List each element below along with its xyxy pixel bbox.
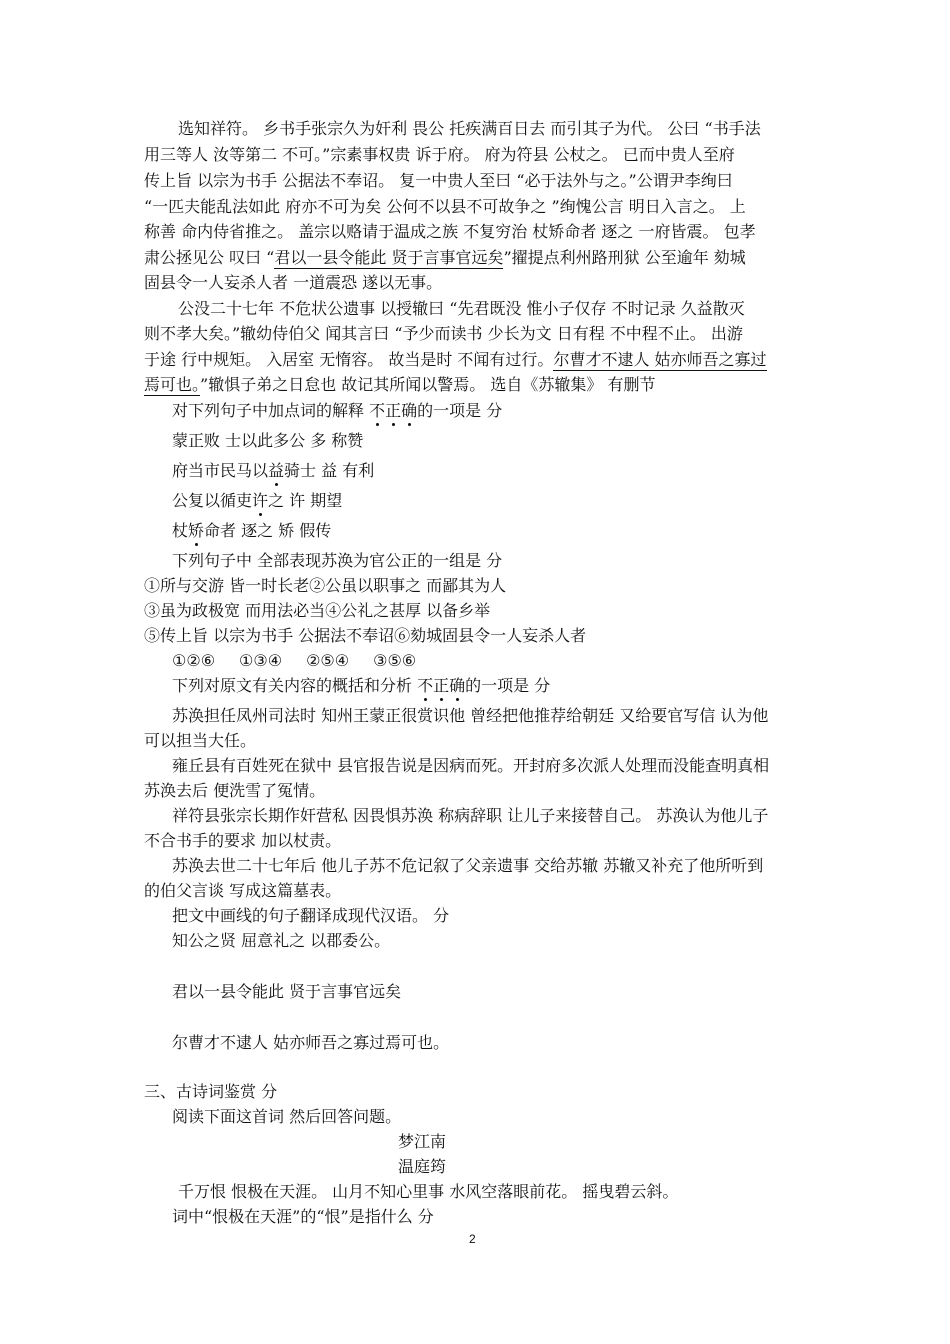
- text-line-underlined: [144, 248, 746, 268]
- translation-item: 君以一县令能此 贤于言事官远矣: [172, 982, 402, 1001]
- question-stem: 下列句子中 全部表现苏涣为官公正的一组是 分: [172, 551, 503, 570]
- text-line: “一匹夫能乱法如此 府亦不可为矣 公何不以县不可故争之 ”绚愧公言 明日入言之。 上: [144, 197, 746, 216]
- text-fragment: 多 称赞: [310, 431, 364, 450]
- choice: ②⑤④: [306, 651, 350, 670]
- underlined-sentence: 君以一县令能此 贤于言事官远矣: [274, 248, 504, 267]
- question-stem: 词中“恨极在天涯”的“恨”是指什么 分: [172, 1207, 434, 1226]
- dotted-char: 益: [268, 461, 285, 480]
- dotted-char: 不: [369, 401, 386, 420]
- text-fragment: 府当市民马以: [172, 461, 269, 480]
- option-line: 苏涣担任凤州司法时 知州王蒙正很赏识他 曾经把他推荐给朝廷 又给要官写信 认为他: [172, 706, 769, 725]
- text-line: 固县令一人妄杀人者 一道震恐 遂以无事。: [144, 273, 443, 292]
- list-item: ③虽为政极宽 而用法必当④公礼之甚厚 以备乡举: [144, 601, 491, 620]
- option-line: 可以担当大任。: [144, 731, 257, 750]
- text-fragment: 之 许 期望: [268, 491, 343, 510]
- option-line: 苏涣去世二十七年后 他儿子苏不危记叙了父亲遗事 交给苏辙 苏辙又补充了他所听到: [172, 856, 764, 875]
- text-line-underlined: [144, 350, 767, 370]
- translation-item: 知公之贤 屈意礼之 以郡委公。: [172, 931, 391, 950]
- list-item: ⑤传上旨 以宗为书手 公据法不奉诏⑥劾城固县令一人妄杀人者: [144, 626, 587, 645]
- page-number: 2: [469, 1232, 476, 1246]
- text-fragment: ”辙惧子弟之日怠也 故记其所闻以警焉。 选自《苏辙集》 有删节: [200, 375, 656, 394]
- text-fragment: 下列对原文有关内容的概括和分析: [172, 676, 418, 695]
- dotted-char: 许: [252, 491, 269, 510]
- dotted-char: 确: [449, 676, 466, 695]
- underlined-sentence: 尔曹才不逮人 姑亦师吾之寡过: [553, 350, 767, 369]
- text-fragment: 命者 逐之 矫 假传: [204, 521, 332, 540]
- dotted-char: 正: [433, 676, 450, 695]
- text-line-underlined: [144, 375, 655, 395]
- dotted-char: 正: [385, 401, 402, 420]
- text-fragment: 蒙正败 士以此多公: [172, 431, 311, 450]
- option-line: 的伯父言谈 写成这篇墓表。: [144, 881, 342, 900]
- option-line: [172, 431, 363, 451]
- option-line: 雍丘县有百姓死在狱中 县官报告说是因病而死。开封府多次派人处理而没能查明真相: [172, 756, 770, 775]
- dotted-char: 不: [417, 676, 434, 695]
- option-line: [172, 491, 342, 511]
- choice-row: [172, 651, 416, 671]
- text-line: 选知祥符。 乡书手张宗久为奸利 畏公 托疾满百日去 而引其子为代。 公曰 “书手法: [178, 119, 761, 138]
- text-line: 称善 命内侍省推之。 盖宗以赂请于温成之族 不复穷治 杖矫命者 逐之 一府皆震。 包孝: [144, 222, 756, 241]
- option-line: 苏涣去后 便洗雪了冤情。: [144, 781, 326, 800]
- text-fragment: 骑士 益 有利: [284, 461, 375, 480]
- text-fragment: ”擢提点利州路刑狱 公至逾年 劾城: [503, 248, 746, 267]
- poem-text: 千万恨 恨极在天涯。 山月不知心里事 水风空落眼前花。 摇曳碧云斜。: [178, 1182, 679, 1201]
- option-line: [172, 461, 374, 481]
- translation-item: 尔曹才不逮人 姑亦师吾之寡过焉可也。: [172, 1033, 450, 1052]
- dotted-char: 矫: [188, 521, 205, 540]
- question-stem: [172, 676, 550, 696]
- option-line: 不合书手的要求 加以杖责。: [144, 831, 342, 850]
- text-fragment: 公复以循吏: [172, 491, 253, 510]
- choice: ①②⑥: [172, 651, 216, 670]
- text-fragment: 于途 行中规矩。 入居室 无惰容。 故当是时 不闻有过行。: [144, 350, 554, 369]
- text-fragment: 肃公拯见公 叹曰 “: [144, 248, 275, 267]
- option-line: 祥符县张宗长期作奸营私 因畏惧苏涣 称病辞职 让儿子来接替自己。 苏涣认为他儿子: [172, 806, 769, 825]
- option-line: [172, 521, 331, 541]
- text-line: 公没二十七年 不危状公遗事 以授辙曰 “先君既没 惟小子仅存 不时记录 久益散灭: [178, 299, 745, 318]
- list-item: ①所与交游 皆一时长老②公虽以职事之 而鄙其为人: [144, 576, 507, 595]
- question-stem: 把文中画线的句子翻译成现代汉语。 分: [172, 906, 450, 925]
- text-fragment: 的一项是 分: [465, 676, 551, 695]
- text-line: 则不孝大矣。”辙幼侍伯父 闻其言曰 “予少而读书 少长为文 日有程 不中程不止。 出游: [144, 324, 743, 343]
- underlined-sentence: 焉可也。: [144, 375, 201, 394]
- poem-title: 梦江南: [398, 1132, 447, 1151]
- text-line: 传上旨 以宗为书手 公据法不奉诏。 复一中贵人至曰 “必于法外与之。”公谓尹李绚曰: [144, 171, 733, 190]
- instruction: 阅读下面这首词 然后回答问题。: [172, 1107, 402, 1126]
- dotted-char: 确: [401, 401, 418, 420]
- text-fragment: 杖: [172, 521, 189, 540]
- text-fragment: 的一项是 分: [417, 401, 503, 420]
- choice: ③⑤⑥: [373, 651, 417, 670]
- choice: ①③④: [239, 651, 283, 670]
- section-heading: 三、古诗词鉴赏 分: [144, 1082, 278, 1101]
- text-fragment: 对下列句子中加点词的解释: [172, 401, 370, 420]
- question-stem: [172, 401, 502, 421]
- text-line: 用三等人 汝等第二 不可。”宗素事权贵 诉于府。 府为符县 公杖之。 已而中贵人至府: [144, 145, 735, 164]
- poem-author: 温庭筠: [398, 1157, 447, 1176]
